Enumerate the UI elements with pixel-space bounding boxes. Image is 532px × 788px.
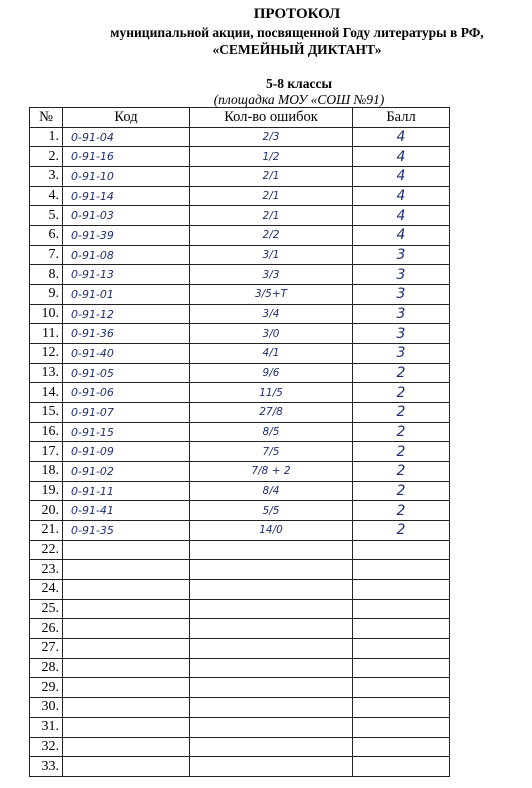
grades-heading: 5-8 классы <box>266 76 332 91</box>
row-code <box>63 717 190 737</box>
row-errors: 2/1 <box>190 186 353 206</box>
row-code: 0-91-14 <box>63 186 190 206</box>
row-number: 12. <box>30 344 63 364</box>
row-number: 26. <box>30 619 63 639</box>
row-number: 1. <box>30 127 63 147</box>
row-errors: 8/5 <box>190 422 353 442</box>
row-score: 2 <box>353 442 450 462</box>
row-code <box>63 658 190 678</box>
row-errors: 5/5 <box>190 501 353 521</box>
table-row <box>30 167 450 187</box>
row-code: 0-91-40 <box>63 344 190 364</box>
row-errors <box>190 639 353 659</box>
row-code: 0-91-04 <box>63 127 190 147</box>
table-row <box>30 285 450 305</box>
table-row <box>30 462 450 482</box>
table-row <box>30 186 450 206</box>
row-number: 30. <box>30 698 63 718</box>
row-score: 2 <box>353 501 450 521</box>
row-number: 3. <box>30 167 63 187</box>
column-header-errors: Кол-во ошибок <box>190 108 353 128</box>
table-row <box>30 127 450 147</box>
row-score: 3 <box>353 265 450 285</box>
table-row <box>30 383 450 403</box>
row-number: 18. <box>30 462 63 482</box>
row-number: 24. <box>30 580 63 600</box>
row-code <box>63 737 190 757</box>
row-code <box>63 540 190 560</box>
row-errors: 7/8 + 2 <box>190 462 353 482</box>
row-code <box>63 580 190 600</box>
row-errors: 2/1 <box>190 206 353 226</box>
row-score: 3 <box>353 285 450 305</box>
row-errors: 2/2 <box>190 226 353 246</box>
row-code: 0-91-05 <box>63 363 190 383</box>
table-row <box>30 521 450 541</box>
row-number: 2. <box>30 147 63 167</box>
row-number: 31. <box>30 717 63 737</box>
row-score: 2 <box>353 521 450 541</box>
row-number: 25. <box>30 599 63 619</box>
row-number: 7. <box>30 245 63 265</box>
row-score: 4 <box>353 127 450 147</box>
row-number: 27. <box>30 639 63 659</box>
row-errors <box>190 717 353 737</box>
row-code: 0-91-11 <box>63 481 190 501</box>
row-errors: 27/8 <box>190 403 353 423</box>
table-row <box>30 619 450 639</box>
table-row <box>30 678 450 698</box>
row-score <box>353 639 450 659</box>
document-title: ПРОТОКОЛ <box>253 6 341 22</box>
venue-heading: (площадка МОУ «СОШ №91) <box>213 92 385 107</box>
row-errors <box>190 619 353 639</box>
row-score: 2 <box>353 422 450 442</box>
row-code: 0-91-01 <box>63 285 190 305</box>
row-score: 3 <box>353 245 450 265</box>
row-score <box>353 619 450 639</box>
row-score <box>353 658 450 678</box>
row-number: 11. <box>30 324 63 344</box>
table-row <box>30 639 450 659</box>
row-score <box>353 698 450 718</box>
results-table <box>29 107 450 777</box>
row-code: 0-91-06 <box>63 383 190 403</box>
table-row <box>30 265 450 285</box>
column-header-number: № <box>30 108 63 128</box>
row-errors <box>190 698 353 718</box>
row-score <box>353 580 450 600</box>
row-score <box>353 540 450 560</box>
row-number: 5. <box>30 206 63 226</box>
table-row <box>30 580 450 600</box>
row-number: 17. <box>30 442 63 462</box>
row-number: 20. <box>30 501 63 521</box>
table-row <box>30 226 450 246</box>
row-score: 3 <box>353 304 450 324</box>
row-code: 0-91-39 <box>63 226 190 246</box>
row-code: 0-91-13 <box>63 265 190 285</box>
table-row <box>30 560 450 580</box>
row-errors: 4/1 <box>190 344 353 364</box>
row-code: 0-91-12 <box>63 304 190 324</box>
row-score: 3 <box>353 344 450 364</box>
row-errors: 3/1 <box>190 245 353 265</box>
row-code: 0-91-09 <box>63 442 190 462</box>
row-code: 0-91-08 <box>63 245 190 265</box>
row-score <box>353 599 450 619</box>
row-score: 2 <box>353 481 450 501</box>
row-code: 0-91-41 <box>63 501 190 521</box>
row-score: 4 <box>353 206 450 226</box>
row-errors: 3/4 <box>190 304 353 324</box>
row-score <box>353 757 450 777</box>
row-errors <box>190 580 353 600</box>
row-number: 10. <box>30 304 63 324</box>
row-code: 0-91-16 <box>63 147 190 167</box>
row-code <box>63 619 190 639</box>
row-number: 32. <box>30 737 63 757</box>
table-row <box>30 206 450 226</box>
column-header-code: Код <box>63 108 190 128</box>
row-score: 4 <box>353 226 450 246</box>
row-number: 23. <box>30 560 63 580</box>
row-errors: 3/0 <box>190 324 353 344</box>
row-score <box>353 737 450 757</box>
row-errors <box>190 599 353 619</box>
row-errors <box>190 678 353 698</box>
row-score: 2 <box>353 462 450 482</box>
table-row <box>30 737 450 757</box>
row-errors: 8/4 <box>190 481 353 501</box>
row-code <box>63 639 190 659</box>
row-number: 4. <box>30 186 63 206</box>
row-code <box>63 698 190 718</box>
row-number: 28. <box>30 658 63 678</box>
table-row <box>30 757 450 777</box>
row-errors: 9/6 <box>190 363 353 383</box>
table-row <box>30 304 450 324</box>
table-row <box>30 501 450 521</box>
row-errors <box>190 658 353 678</box>
column-header-score: Балл <box>353 108 450 128</box>
row-errors <box>190 540 353 560</box>
row-errors <box>190 737 353 757</box>
row-errors: 14/0 <box>190 521 353 541</box>
table-row <box>30 717 450 737</box>
row-code: 0-91-03 <box>63 206 190 226</box>
row-number: 14. <box>30 383 63 403</box>
row-code: 0-91-15 <box>63 422 190 442</box>
table-row <box>30 324 450 344</box>
row-number: 19. <box>30 481 63 501</box>
row-score: 3 <box>353 324 450 344</box>
row-errors: 2/1 <box>190 167 353 187</box>
row-code <box>63 757 190 777</box>
table-row <box>30 540 450 560</box>
row-number: 33. <box>30 757 63 777</box>
row-number: 29. <box>30 678 63 698</box>
row-score: 4 <box>353 147 450 167</box>
row-score <box>353 678 450 698</box>
row-number: 8. <box>30 265 63 285</box>
row-code: 0-91-36 <box>63 324 190 344</box>
document-subtitle-line2: «СЕМЕЙНЫЙ ДИКТАНТ» <box>212 42 382 57</box>
table-row <box>30 344 450 364</box>
table-row <box>30 363 450 383</box>
row-score <box>353 560 450 580</box>
row-errors: 7/5 <box>190 442 353 462</box>
row-errors: 3/5+Т <box>190 285 353 305</box>
row-code <box>63 599 190 619</box>
row-errors: 11/5 <box>190 383 353 403</box>
row-score <box>353 717 450 737</box>
row-number: 15. <box>30 403 63 423</box>
row-number: 9. <box>30 285 63 305</box>
row-number: 13. <box>30 363 63 383</box>
row-score: 4 <box>353 167 450 187</box>
table-row <box>30 481 450 501</box>
row-number: 16. <box>30 422 63 442</box>
table-header-row <box>30 108 450 128</box>
row-errors: 2/3 <box>190 127 353 147</box>
row-code <box>63 678 190 698</box>
row-errors <box>190 757 353 777</box>
row-errors <box>190 560 353 580</box>
row-errors: 3/3 <box>190 265 353 285</box>
row-score: 2 <box>353 363 450 383</box>
table-row <box>30 698 450 718</box>
table-row <box>30 658 450 678</box>
row-errors: 1/2 <box>190 147 353 167</box>
table-row <box>30 442 450 462</box>
row-score: 2 <box>353 403 450 423</box>
row-code: 0-91-02 <box>63 462 190 482</box>
table-row <box>30 245 450 265</box>
row-code: 0-91-07 <box>63 403 190 423</box>
document-subtitle-line1: муниципальной акции, посвященной Году литературы в РФ, <box>110 25 484 40</box>
row-code: 0-91-10 <box>63 167 190 187</box>
row-number: 6. <box>30 226 63 246</box>
row-score: 4 <box>353 186 450 206</box>
row-code <box>63 560 190 580</box>
table-row <box>30 403 450 423</box>
table-row <box>30 422 450 442</box>
row-code: 0-91-35 <box>63 521 190 541</box>
row-number: 22. <box>30 540 63 560</box>
row-score: 2 <box>353 383 450 403</box>
table-row <box>30 147 450 167</box>
row-number: 21. <box>30 521 63 541</box>
table-row <box>30 599 450 619</box>
